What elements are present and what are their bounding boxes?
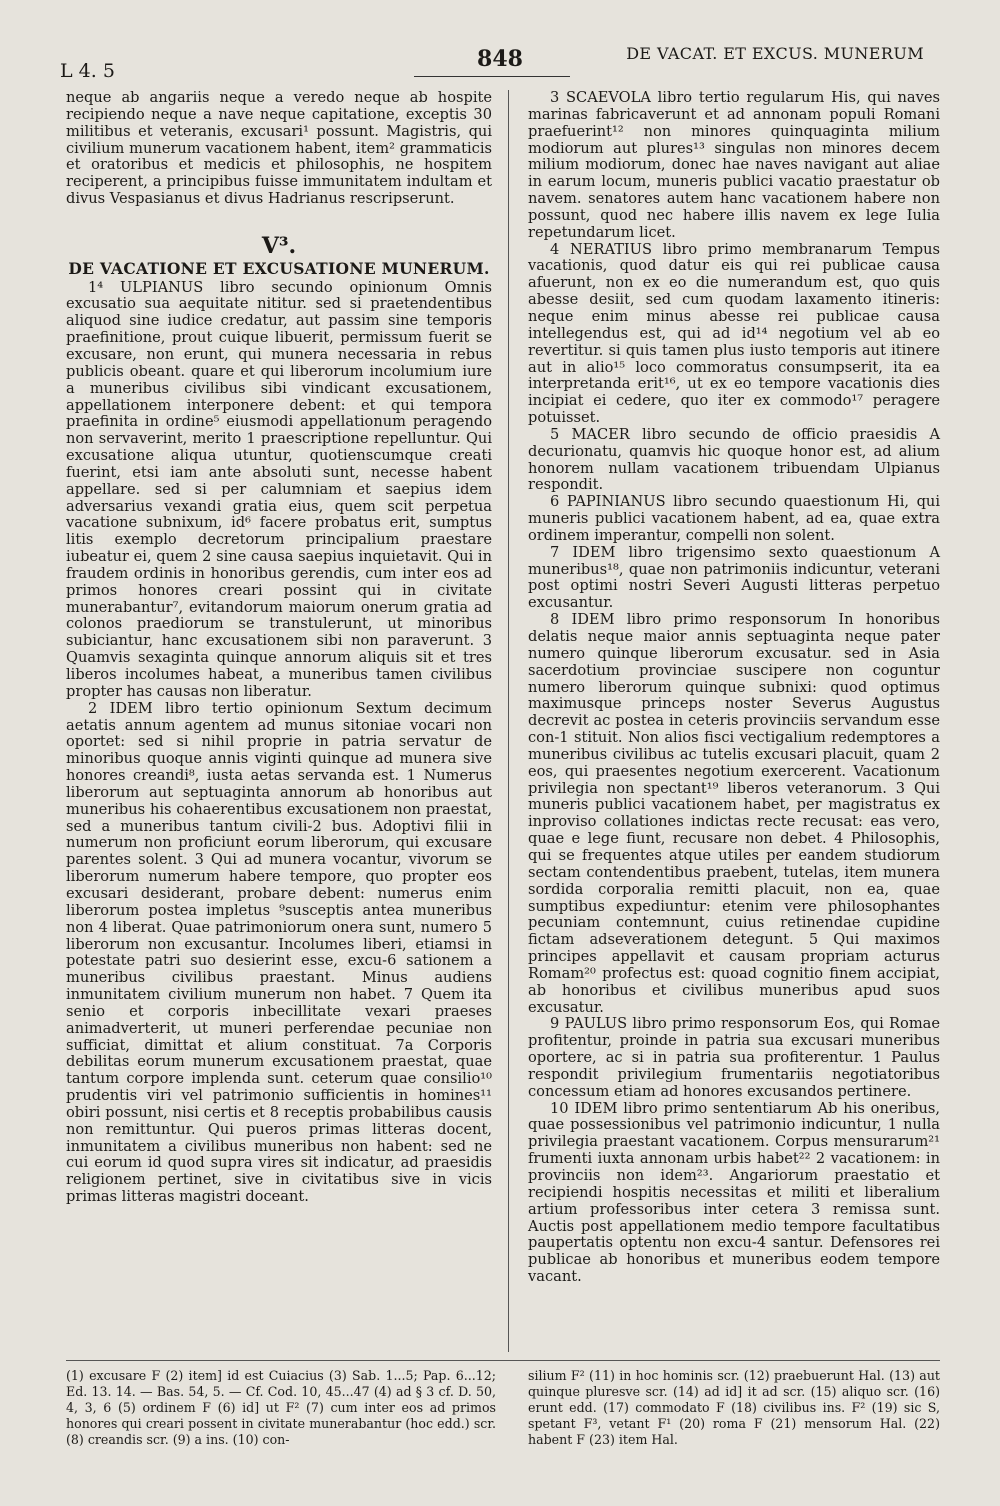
continued-text: neque ab angariis neque a veredo neque ab hospite recipiendo neque a nave neque capitatione, exceptis 30 militibus et veteranis, excusari¹ possunt. Magistris, qui civilium munerum vacationem habent, item² grammaticis et oratoribus et medicis et philosophis, ne hospitem reciperent, a principibus fuisse immunitatem indultam et divus Vespasianus et divus Hadrianus rescripserunt. (66, 89, 492, 208)
footnotes-right (528, 1368, 940, 1448)
footnote-text-left: (1) excusare F (2) item] id est Cuiacius (3) Sab. 1...5; Pap. 6...12; Ed. 13. 14. — Bas. 54, 5. — Cf. Cod. 10, 45...47 (4) ad § 3 cf. D. 50, 4, 3, 6 (5) ordinem F (6) id] ut F² (7) cum inter eos ad primos honores qui creari possent in civitate munerabantur (hoc edd.) scr. (8) creandis scr. (9) a ins. (10) con- (66, 1368, 496, 1447)
paragraph-2: 2 IDEM libro tertio opinionum Sextum decimum aetatis annum agentem ad munus sitoniae vocari non oportet: sed si nihil proprie in patria servatur de minoribus quoque annis viginti quinque ad munera sive honores creandi⁸, iusta aetas servanda est. 1 Numerus liberorum aut septuaginta annorum ab honoribus aut muneribus his cohaerentibus excusationem non praestat, sed a muneribus tantum civili-2 bus. Adoptivi filii in numerum non proficiunt eorum liberorum, qui excusare parentes solent. 3 Qui ad munera vocantur, vivorum se liberorum numerum habere tempore, quo propter eos excusari desiderant, probare debent: numerus enim liberorum postea impletus ⁹susceptis antea muneribus non 4 liberat. Quae patrimoniorum onera sunt, numero 5 liberorum non excusantur. Incolumes liberi, etiamsi in potestate patri suo desierint esse, excu-6 sationem a muneribus civilibus praestant. Minus audiens inmunitatem civilium munerum non habet. 7 Quem ita senio et corporis inbecillitate vexari praeses animadverterit, ut muneri perferendae pecuniae non sufficiat, dimittat et alium constituat. 7a Corporis debilitas eorum munerum excusationem praestat, quae tantum corpore implenda sunt. ceterum quae consilio¹⁰ prudentis viri vel patrimonio sufficientis in homines¹¹ obiri possunt, nisi certis et 8 receptis probabilibus causis non remittuntur. Qui pueros primas litteras docent, inmunitatem a civilibus muneribus non habent: sed ne cui eorum id quod supra vires sit indicatur, ad praesidis religionem pertinet, sive in civitatibus sive in vicis primas litteras magistri doceant. (66, 699, 492, 1206)
paragraph-10: 10 IDEM libro primo sententiarum Ab his oneribus, quae possessionibus vel patrimonio indicuntur, 1 nulla privilegia praestant vacationem. Corpus mensurarum²¹ frumenti iuxta annonam urbis habet²² 2 vacationem: in provinciis non idem²³. Angariorum praestatio et recipiendi hospitis necessitas et militi et liberalium artium professoribus inter cetera 3 remissa sunt. Auctis post appellationem medio tempore facultatibus paupertatis optentu non excu-4 santur. Defensores rei publicae ab honoribus et muneribus eodem tempore vacant. (528, 1099, 940, 1286)
paragraph-6: 6 PAPINIANUS libro secundo quaestionum Hi, qui muneris publici vacationem habent, ad ea, quae extra ordinem imperantur, compelli non solent. (528, 493, 940, 544)
footnotes-left (66, 1368, 496, 1448)
column-divider (508, 90, 509, 1352)
paragraph-8: 8 IDEM libro primo responsorum In honoribus delatis neque maior annis septuaginta neque pater numero quinque liberorum excusatur. sed in Asia sacerdotium provinciae suscipere non coguntur numero liberorum quinque subnixi: quod optimus maximusque princeps noster Severus Augustus decrevit ac postea in ceteris provinciis servandum esse con-1 stituit. Non alios fisci vectigalium redemptores a muneribus civilibus ac tutelis excusari placuit, quam 2 eos, qui praesentes negotium exercerent. Vacationum privilegia non spectant¹⁹ liberos veteranorum. 3 Qui muneris publici vacationem habet, per magistratus ex inproviso collationes indictas recte recusat: eas vero, quae e lege fiunt, recusare non debet. 4 Philosophis, qui se frequentes atque utiles per eandem studiorum sectam contendentibus praebent, tutelas, item munera sordida corporalia remitti placuit, non ea, quae sumptibus expediuntur: etenim vere philosophantes pecuniam contemnunt, cuius retinendae cupidine fictam adseverationem detegunt. 5 Qui maximos principes appellavit et causam propriam acturus Romam²⁰ profectus est: quoad cognitio finem accipiat, ab honoribus et civilibus muneribus apud suos excusatur. (528, 611, 940, 1016)
right-column (528, 90, 940, 1286)
footnote-rule (66, 1360, 940, 1361)
paragraph-4: 4 NERATIUS libro primo membranarum Tempus vacationis, quod datur eis qui rei publicae causa afuerunt, non ex eo die numerandum est, quo quis abesse desiit, sed cum quodam laxamento itineris: neque enim minus abesse rei publicae causa intellegendus est, qui ad id¹⁴ negotium vel ab eo revertitur. si quis tamen plus iusto temporis aut itinere aut in alio¹⁵ loco commoratus consumpserit, ita ea interpretanda erit¹⁶, ut ex eo tempore vacationis dies incipiat ei cedere, quo iter ex commodo¹⁷ peragere potuisset. (528, 240, 940, 427)
paragraph-1: 1⁴ ULPIANUS libro secundo opinionum Omnis excusatio sua aequitate nititur. sed si praetendentibus aliquod sine iudice credatur, aut passim sine temporis praefinitione, prout cuique libuerit, permissum fuerit se excusare, non erunt, qui munera necessaria in rebus publicis obeant. quare et qui liberorum incolumium iure a muneribus civilibus sibi vindicant excusationem, appellationem interponere debent: et qui tempora praefinita in ordine⁵ eiusmodi appellationum peragendo non servaverint, merito 1 praescriptione repelluntur. Qui excusatione aliqua utuntur, quotienscumque creati fuerint, etsi iam ante absoluti sunt, necesse habent appellare. sed si per calumniam et saepius idem adversarius vexandi gratia eius, quem scit perpetua vacatione subnixum, id⁶ facere probatus erit, sumptus litis exemplo decretorum principalium praestare iubeatur ei, quem 2 sine causa saepius inquietavit. Qui in fraudem ordinis in honoribus gerendis, cum inter eos ad primos honores creari possint qui in civitate munerabantur⁷, evitandorum maiorum onerum gratia ad colonos praediorum se transtulerunt, ut minoribus subiciantur, hanc excusationem sibi non paraverunt. 3 Quamvis sexaginta quinque annorum aliquis sit et tres liberos incolumes habeat, a muneribus tamen civilibus propter has causas non liberatur. (66, 278, 492, 700)
paragraph-5: 5 MACER libro secundo de officio praesidis A decurionatu, quamvis hic quoque honor est, ad alium honorem nullam vacationem tribuendam Ulpianus respondit. (528, 425, 940, 494)
header-book-ref: L 4. 5 (60, 60, 115, 82)
header-rule (414, 76, 570, 77)
paragraph-7: 7 IDEM libro trigensimo sexto quaestionum A muneribus¹⁸, quae non patrimoniis indicuntur, veterani post optimi nostri Severi Augusti litteras perpetuo excusantur. (528, 543, 940, 612)
running-title: DE VACAT. ET EXCUS. MUNERUM (626, 44, 924, 63)
paragraph-3: 3 SCAEVOLA libro tertio regularum His, qui naves marinas fabricaverunt et ad annonam populi Romani praefuerint¹² non minores quinquaginta milium modiorum aut plures¹³ singulas non minores decem milium modiorum, donec hae naves navigant aut aliae in earum locum, muneris publici vacatio praestatur ob navem. senatores autem hanc vacationem habere non possunt, quod nec habere illis navem ex lege Iulia repetundarum licet. (528, 89, 940, 241)
page-number: 848 (477, 46, 523, 72)
footnote-text-right: silium F² (11) in hoc hominis scr. (12) praebuerunt Hal. (13) aut quinque pluresve scr. (14) ad id] it ad scr. (15) aliquo scr. (16) erunt edd. (17) commodato F (18) civilibus ins. F² (19) sic S, spetant F³, vetant F¹ (20) roma F (21) mensorum Hal. (22) habent F (23) item Hal. (528, 1368, 940, 1447)
section-title: DE VACATIONE ET EXCUSATIONE MUNERUM. (68, 258, 490, 278)
left-column (66, 90, 492, 1206)
paragraph-9: 9 PAULUS libro primo responsorum Eos, qui Romae profitentur, proinde in patria sua excusari muneribus oportere, ac si in patria sua profiterentur. 1 Paulus respondit privilegium frumentariis negotiatoribus concessum etiam ad honores excusandos pertinere. (528, 1015, 940, 1100)
section-number: V³. (261, 232, 297, 259)
